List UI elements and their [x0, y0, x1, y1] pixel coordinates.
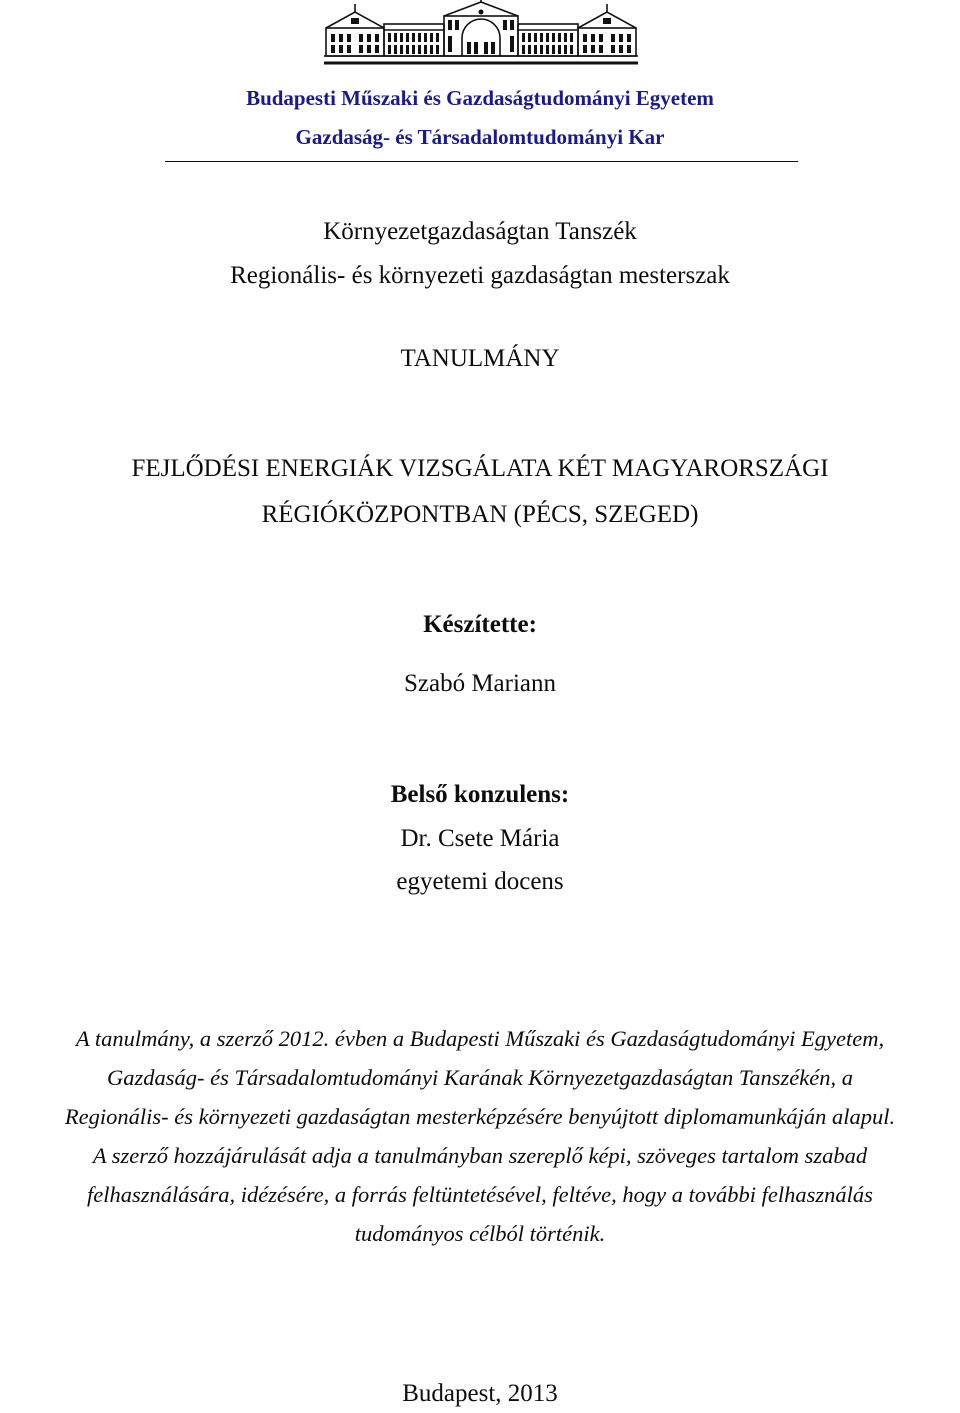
notice-line: Regionális- és környezeti gazdaságtan mesterképzésére benyújtott diplomamunkáján alapul. — [64, 1104, 896, 1129]
document-type: TANULMÁNY — [400, 345, 560, 372]
notice-line: A szerző hozzájárulását adja a tanulmányban szereplő képi, szöveges tartalom szabad — [92, 1143, 868, 1168]
consultant-label: Belső konzulens: — [390, 781, 570, 808]
notice-line: Gazdaság- és Társadalomtudományi Karának Környezetgazdaságtan Tanszékén, a — [106, 1065, 854, 1090]
notice-line: A tanulmány, a szerző 2012. évben a Budapesti Műszaki és Gazdaságtudományi Egyetem, — [75, 1026, 885, 1051]
title-line-2: RÉGIÓKÖZPONTBAN (PÉCS, SZEGED) — [261, 501, 699, 528]
notice-line: tudományos célból történik. — [354, 1221, 606, 1246]
university-name: Budapesti Műszaki és Gazdaságtudományi Egyetem — [246, 86, 714, 110]
notice-line: felhasználására, idézésére, a forrás feltüntetésével, feltéve, hogy a további felhasználás — [87, 1182, 873, 1207]
author-name: Szabó Mariann — [403, 670, 557, 697]
consultant-position: egyetemi docens — [396, 868, 564, 895]
place-and-date: Budapest, 2013 — [402, 1380, 558, 1407]
header-divider — [165, 161, 798, 162]
usage-notice — [0, 1019, 960, 1253]
program-name: Regionális- és környezeti gazdaságtan mesterszak — [230, 262, 730, 289]
university-building-logo — [322, 0, 640, 66]
consultant-name: Dr. Csete Mária — [400, 825, 560, 852]
author-label: Készítette: — [423, 611, 537, 638]
title-line-1: FEJLŐDÉSI ENERGIÁK VIZSGÁLATA KÉT MAGYARORSZÁGI — [131, 455, 829, 482]
faculty-name: Gazdaság- és Társadalomtudományi Kar — [295, 125, 665, 149]
department-name: Környezetgazdaságtan Tanszék — [323, 218, 637, 245]
